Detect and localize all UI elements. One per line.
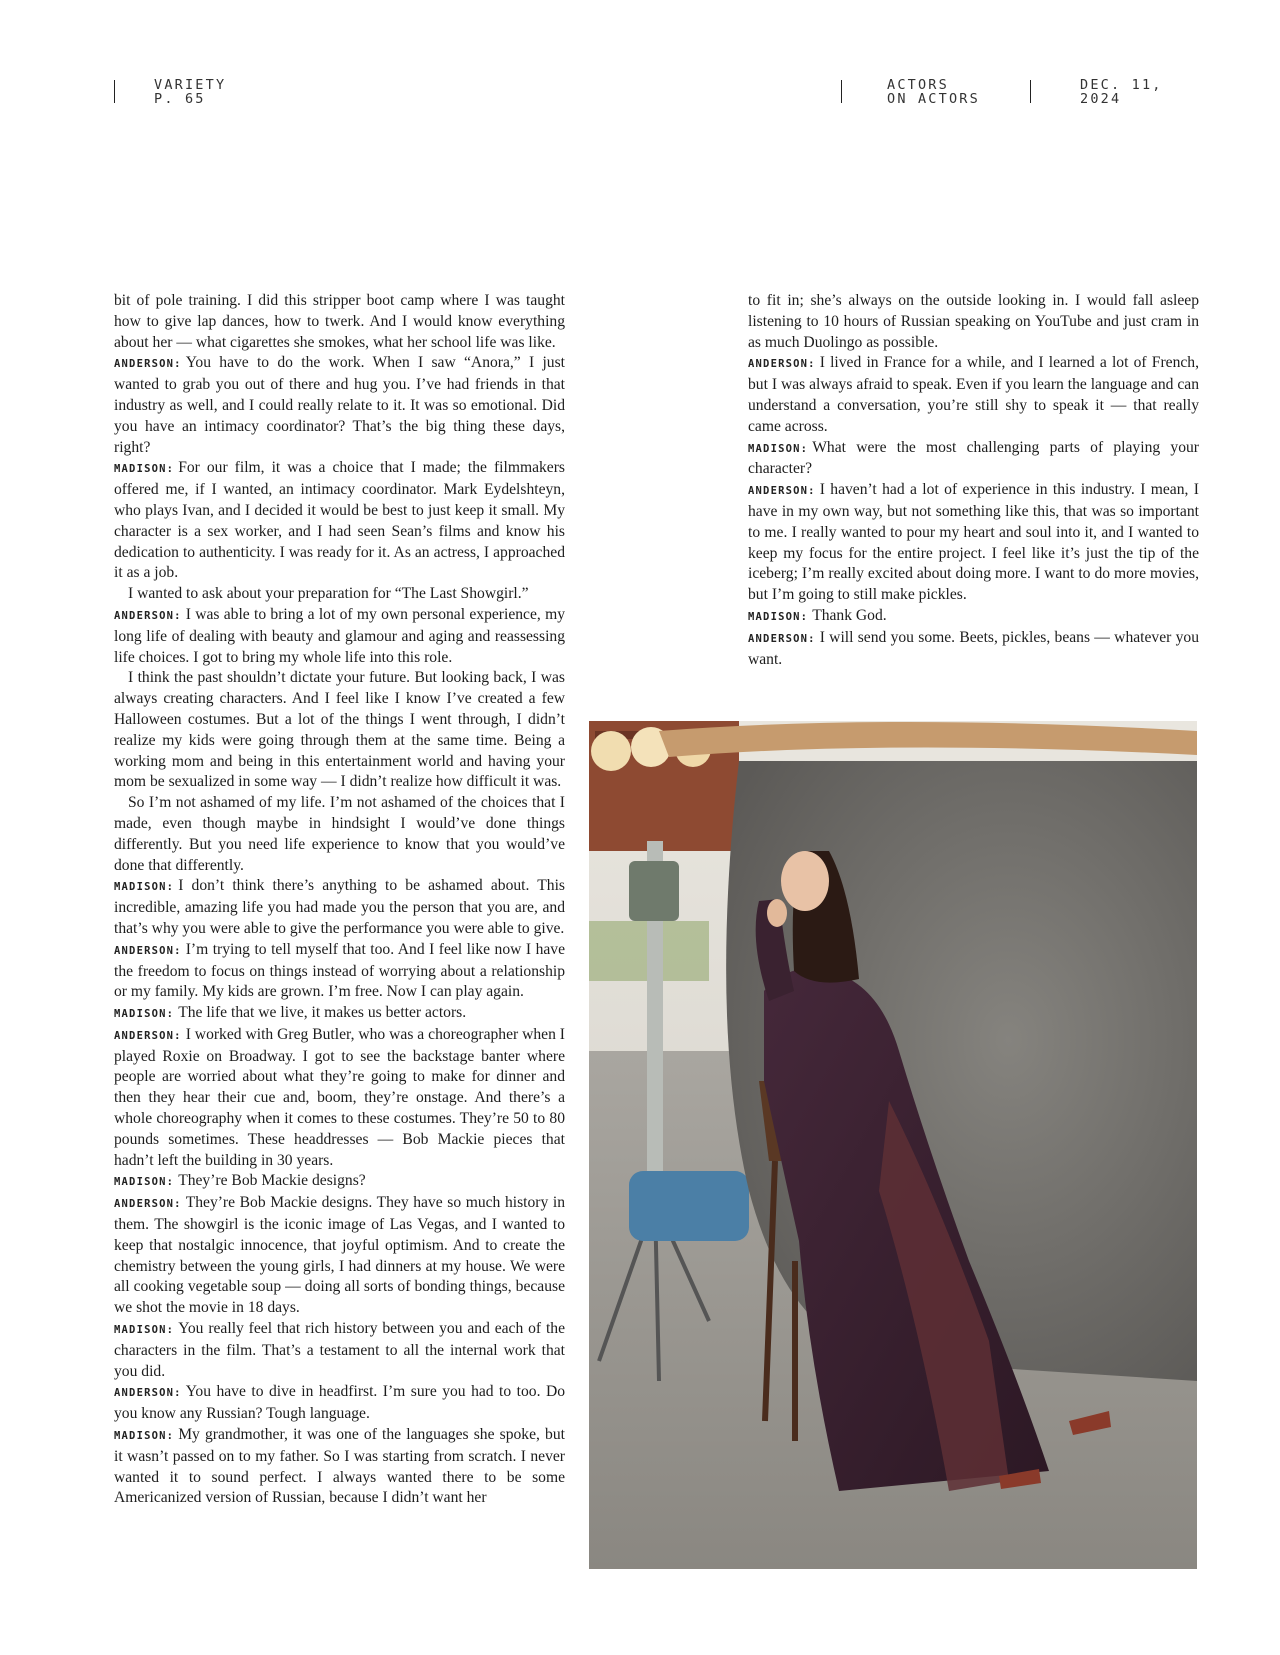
- paragraph-text: I think the past shouldn’t dictate your future. But looking back, I was always creating characters. And I feel like I know I’ve created a few Halloween costumes. But a lot of the things I went through, I didn’t realize my kids were going through them at the same time. Being a working mom and being in this entertainment world and having your mom be sexualized in some way — I didn’t realize how difficult it was.: [114, 669, 565, 791]
- hand: [767, 899, 787, 927]
- article-paragraph: [114, 668, 565, 793]
- article-paragraph: [748, 628, 1199, 671]
- speaker-label: MADISON:: [748, 442, 809, 455]
- speaker-label: ANDERSON:: [114, 358, 182, 371]
- paragraph-text: Thank God.: [812, 606, 887, 624]
- speaker-label: ANDERSON:: [114, 1387, 182, 1400]
- paragraph-text: to fit in; she’s always on the outside looking in. I would fall asleep listening to 10 hours of Russian speaking on YouTube and just cram in as much Duolingo as possible.: [748, 292, 1199, 351]
- paragraph-text: You have to do the work. When I saw “Anora,” I just wanted to grab you out of there and hug you. I’ve had friends in that industry as well, and I could really relate to it. It was so emotional. Did you have an intimacy coordinator? That’s the big thing these days, right?: [114, 354, 565, 456]
- speaker-label: MADISON:: [114, 1324, 175, 1337]
- studio-light: [591, 731, 631, 771]
- article-paragraph: [748, 480, 1199, 606]
- article-paragraph: [748, 606, 1199, 628]
- article-paragraph: [748, 438, 1199, 481]
- article-paragraph: [114, 1193, 565, 1319]
- paragraph-text: I will send you some. Beets, pickles, beans — whatever you want.: [748, 628, 1199, 668]
- paragraph-text: For our film, it was a choice that I made; the filmmakers offered me, if I wanted, an intimacy coordinator. Mark Eydelshteyn, who plays Ivan, and I decided it would be best to just keep it small. My character is a sex worker, and I had seen Sean’s films and know his dedication to authenticity. I was ready for it. As an actress, I approached it as a job.: [114, 459, 565, 582]
- article-paragraph: [114, 1025, 565, 1172]
- article-paragraph: [114, 1319, 565, 1382]
- header-divider: [841, 80, 842, 103]
- paragraph-text: I lived in France for a while, and I learned a lot of French, but I was always afraid to speak. Even if you learn the language and can understand a conversation, you’re still shy to speak it — that really came across.: [748, 354, 1199, 435]
- article-paragraph: [114, 793, 565, 876]
- speaker-label: MADISON:: [114, 881, 175, 894]
- section-line-2: ON ACTORS: [887, 91, 980, 107]
- article-paragraph: [114, 1003, 565, 1025]
- article-paragraph: [748, 291, 1199, 353]
- article-paragraph: [114, 940, 565, 1003]
- speaker-label: ANDERSON:: [748, 358, 816, 371]
- article-paragraph: [114, 1382, 565, 1425]
- speaker-label: MADISON:: [114, 1176, 175, 1189]
- article-paragraph: [114, 584, 565, 605]
- article-column-left: [114, 291, 565, 1509]
- article-paragraph: [114, 353, 565, 458]
- paragraph-text: I don’t think there’s anything to be ashamed about. This incredible, amazing life you had made you the person that you are, and that’s why you were able to give the performance you were able to give.: [114, 877, 565, 937]
- date-line-2: 2024: [1080, 91, 1122, 107]
- date-line-1: DEC. 11,: [1080, 77, 1163, 93]
- stand-head: [629, 861, 679, 921]
- article-paragraph: [114, 605, 565, 668]
- header-divider: [114, 80, 115, 103]
- article-paragraph: [114, 1425, 565, 1509]
- speaker-label: ANDERSON:: [114, 609, 182, 622]
- face: [781, 851, 829, 911]
- header-divider: [1030, 80, 1031, 103]
- paragraph-text: I was able to bring a lot of my own personal experience, my long life of dealing with beauty and glamour and aging and reassessing life choices. I got to bring my whole life into this role.: [114, 605, 565, 666]
- speaker-label: MADISON:: [748, 610, 809, 623]
- article-paragraph: [114, 1171, 565, 1193]
- article-paragraph: [114, 291, 565, 353]
- speaker-label: MADISON:: [114, 463, 175, 476]
- paragraph-text: What were the most challenging parts of playing your character?: [748, 438, 1199, 478]
- portrait-photo: [589, 721, 1197, 1569]
- paragraph-text: You have to dive in headfirst. I’m sure you had to too. Do you know any Russian? Tough language.: [114, 1383, 565, 1423]
- speaker-label: ANDERSON:: [748, 485, 816, 498]
- sandbag: [629, 1171, 749, 1241]
- speaker-label: ANDERSON:: [114, 944, 182, 957]
- paragraph-text: My grandmother, it was one of the languages she spoke, but it wasn’t passed on to my father. So I was starting from scratch. I never wanted it to sound perfect. I always wanted there to be some Americanized version of Russian, because I didn’t want her: [114, 1426, 565, 1507]
- speaker-label: MADISON:: [114, 1430, 175, 1443]
- paragraph-text: bit of pole training. I did this stripper boot camp where I was taught how to give lap dances, how to twerk. And I would know everything about her — what cigarettes she smokes, what her school life was like.: [114, 292, 565, 351]
- speaker-label: MADISON:: [114, 1008, 175, 1021]
- speaker-label: ANDERSON:: [114, 1029, 182, 1042]
- paragraph-text: So I’m not ashamed of my life. I’m not ashamed of the choices that I made, even though maybe in hindsight I would’ve done things differently. But you need life experience to know that you would’ve done that differently.: [114, 794, 565, 874]
- paragraph-text: I haven’t had a lot of experience in this industry. I mean, I have in my own way, but not something like this, that was so important to me. I really wanted to pour my heart and soul into it, and I wanted to keep my focus for the entire project. I feel like it’s just the tip of the iceberg; I’m really excited about doing more. I want to do more movies, but I’m going to still make pickles.: [748, 481, 1199, 604]
- article-paragraph: [748, 353, 1199, 437]
- paragraph-text: I wanted to ask about your preparation for “The Last Showgirl.”: [128, 585, 529, 603]
- article-paragraph: [114, 458, 565, 584]
- speaker-label: ANDERSON:: [114, 1198, 182, 1211]
- paragraph-text: You really feel that rich history between you and each of the characters in the film. That’s a testament to all the internal work that you did.: [114, 1320, 565, 1380]
- section-line-1: ACTORS: [887, 77, 949, 93]
- article-paragraph: [114, 876, 565, 939]
- paragraph-text: I’m trying to tell myself that too. And I feel like now I have the freedom to focus on things instead of worrying about a relationship or my family. My kids are grown. I’m free. Now I can play again.: [114, 940, 565, 1001]
- paragraph-text: They’re Bob Mackie designs?: [178, 1172, 366, 1190]
- article-column-right: [748, 291, 1199, 670]
- page-number: P. 65: [154, 91, 206, 107]
- speaker-label: ANDERSON:: [748, 632, 816, 645]
- paragraph-text: The life that we live, it makes us better actors.: [178, 1004, 467, 1022]
- portrait-illustration: [589, 721, 1197, 1569]
- paragraph-text: They’re Bob Mackie designs. They have so much history in them. The showgirl is the iconic image of Las Vegas, and I wanted to keep that nostalgic innocence, that joyful optimism. And to create the chemistry between the young girls, I had dinners at my house. We were all cooking vegetable soup — doing all sorts of bonding things, because we shot the movie in 18 days.: [114, 1194, 565, 1317]
- publication-name: VARIETY: [154, 77, 227, 93]
- paragraph-text: I worked with Greg Butler, who was a choreographer when I played Roxie on Broadway. I got to see the backstage banter where people are worried about what they’re going to make for dinner and then they hear their cue and, boom, they’re onstage. And there’s a whole choreography when it comes to these costumes. They’re 50 to 80 pounds sometimes. These headdresses — Bob Mackie pieces that hadn’t left the building in 30 years.: [114, 1025, 565, 1169]
